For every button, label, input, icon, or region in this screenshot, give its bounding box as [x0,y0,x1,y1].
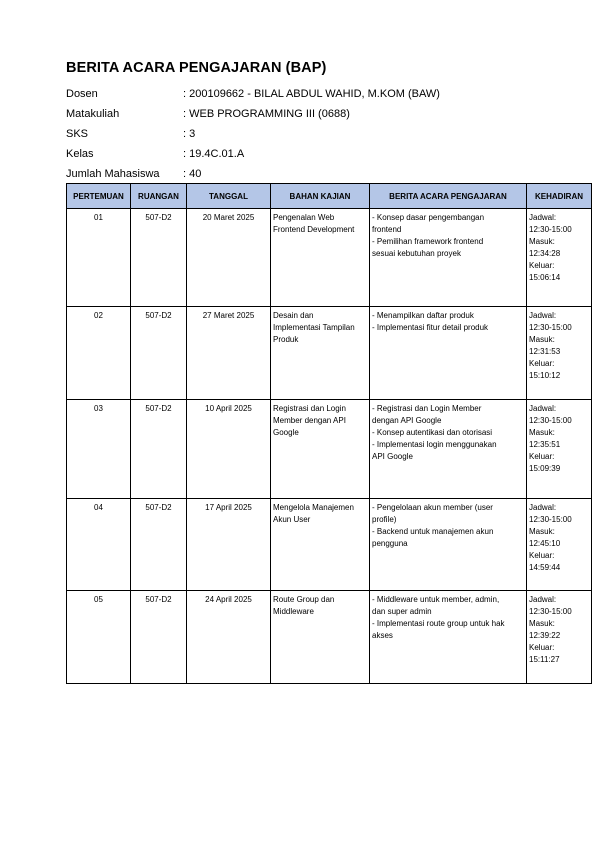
meta-value: : WEB PROGRAMMING III (0688) [183,108,350,120]
cell-bahan-kajian-line: Member dengan API [273,416,346,425]
cell-bahan-kajian-line: Implementasi Tampilan [273,323,355,332]
document-meta [66,84,586,184]
cell-pertemuan [67,400,131,499]
cell-berita-acara-line: profile) [372,515,397,524]
cell-ruangan-text: 507-D2 [145,311,172,320]
cell-pertemuan-text: 02 [94,311,103,320]
cell-berita-acara-line: - Pengelolaan akun member (user [372,503,493,512]
cell-bahan-kajian [271,307,370,400]
cell-berita-acara-line: pengguna [372,539,408,548]
meta-label: SKS [66,128,89,140]
cell-berita-acara-line: - Konsep dasar pengembangan [372,213,485,222]
cell-tanggal-text: 10 April 2025 [205,404,252,413]
cell-kehadiran-line: 12:30-15:00 [529,323,572,332]
cell-berita-acara [370,400,527,499]
cell-kehadiran [527,591,592,684]
cell-kehadiran-line: Jadwal: [529,503,557,512]
meta-label: Dosen [66,88,98,100]
cell-kehadiran-line: 12:30-15:00 [529,416,572,425]
cell-bahan-kajian [271,400,370,499]
header-kehadiran: KEHADIRAN [527,184,592,209]
table-row [67,499,592,591]
cell-pertemuan-text: 04 [94,503,103,512]
cell-kehadiran-line: 14:59:44 [529,563,561,572]
cell-bahan-kajian-line: Frontend Development [273,225,355,234]
cell-tanggal-text: 20 Maret 2025 [202,213,255,222]
cell-kehadiran-line: Jadwal: [529,595,557,604]
cell-berita-acara-line: frontend [372,225,402,234]
cell-berita-acara-line: - Middleware untuk member, admin, [372,595,500,604]
cell-kehadiran-line: Keluar: [529,452,555,461]
cell-pertemuan [67,307,131,400]
cell-ruangan [131,209,187,307]
cell-berita-acara-line: - Menampilkan daftar produk [372,311,474,320]
cell-kehadiran-line: 12:34:28 [529,249,561,258]
cell-kehadiran [527,400,592,499]
table-row [67,591,592,684]
cell-tanggal [187,209,271,307]
meta-value: : 40 [183,168,202,180]
cell-kehadiran-line: 12:30-15:00 [529,515,572,524]
cell-berita-acara-line: API Google [372,452,413,461]
cell-ruangan [131,400,187,499]
cell-berita-acara-line: dengan API Google [372,416,442,425]
cell-kehadiran [527,209,592,307]
header-tanggal: TANGGAL [187,184,271,209]
cell-berita-acara-line: dan super admin [372,607,432,616]
cell-berita-acara [370,499,527,591]
cell-ruangan-text: 507-D2 [145,503,172,512]
cell-kehadiran-line: 15:11:27 [529,655,560,664]
cell-kehadiran-line: 15:06:14 [529,273,561,282]
cell-pertemuan [67,209,131,307]
cell-bahan-kajian [271,499,370,591]
header-bahan-kajian: BAHAN KAJIAN [271,184,370,209]
cell-berita-acara [370,209,527,307]
cell-kehadiran-line: Keluar: [529,643,555,652]
table-row [67,400,592,499]
cell-kehadiran-line: 15:10:12 [529,371,561,380]
cell-berita-acara-line: - Backend untuk manajemen akun [372,527,494,536]
cell-berita-acara-line: sesuai kebutuhan proyek [372,249,461,258]
meta-row [66,104,586,124]
cell-berita-acara [370,591,527,684]
meta-label: Kelas [66,148,94,160]
cell-ruangan-text: 507-D2 [145,595,172,604]
meta-value: : 19.4C.01.A [183,148,245,160]
cell-kehadiran-line: 12:39:22 [529,631,561,640]
cell-berita-acara-line: - Registrasi dan Login Member [372,404,482,413]
cell-pertemuan-text: 03 [94,404,103,413]
page-title: BERITA ACARA PENGAJARAN (BAP) [66,60,327,76]
cell-bahan-kajian-line: Pengenalan Web [273,213,335,222]
cell-ruangan-text: 507-D2 [145,213,172,222]
cell-kehadiran-line: 12:31:53 [529,347,561,356]
cell-pertemuan-text: 01 [94,213,103,222]
cell-tanggal [187,400,271,499]
meta-row [66,124,586,144]
cell-bahan-kajian-line: Akun User [273,515,311,524]
cell-bahan-kajian-line: Registrasi dan Login [273,404,346,413]
cell-kehadiran-line: 12:45:10 [529,539,561,548]
cell-tanggal [187,307,271,400]
table-header-row [67,184,592,209]
cell-berita-acara-line: - Pemilihan framework frontend [372,237,484,246]
cell-kehadiran-line: 12:35:51 [529,440,561,449]
cell-berita-acara [370,307,527,400]
cell-berita-acara-line: - Implementasi route group untuk hak [372,619,505,628]
cell-kehadiran-line: Keluar: [529,261,555,270]
header-ruangan: RUANGAN [131,184,187,209]
cell-kehadiran-line: Masuk: [529,335,555,344]
cell-bahan-kajian [271,591,370,684]
cell-kehadiran-line: Keluar: [529,551,555,560]
cell-kehadiran-line: Masuk: [529,237,555,246]
cell-berita-acara-line: - Implementasi login menggunakan [372,440,497,449]
cell-kehadiran-line: 12:30-15:00 [529,225,572,234]
cell-tanggal-text: 27 Maret 2025 [202,311,255,320]
cell-berita-acara-line: - Implementasi fitur detail produk [372,323,489,332]
meta-value: : 200109662 - BILAL ABDUL WAHID, M.KOM (BAW) [183,88,440,100]
cell-kehadiran-line: Masuk: [529,619,555,628]
meta-row [66,84,586,104]
cell-bahan-kajian-line: Route Group dan [273,595,335,604]
cell-ruangan [131,307,187,400]
cell-berita-acara-line: - Konsep autentikasi dan otorisasi [372,428,493,437]
header-berita-acara: BERITA ACARA PENGAJARAN [370,184,527,209]
cell-bahan-kajian-line: Mengelola Manajemen [273,503,354,512]
cell-kehadiran-line: Masuk: [529,428,555,437]
cell-tanggal-text: 17 April 2025 [205,503,252,512]
cell-ruangan [131,499,187,591]
cell-bahan-kajian-line: Produk [273,335,299,344]
cell-pertemuan [67,499,131,591]
cell-kehadiran-line: Keluar: [529,359,555,368]
cell-kehadiran [527,499,592,591]
cell-kehadiran-line: Jadwal: [529,311,557,320]
meta-row [66,144,586,164]
cell-ruangan-text: 507-D2 [145,404,172,413]
cell-tanggal [187,499,271,591]
cell-bahan-kajian-line: Desain dan [273,311,314,320]
cell-bahan-kajian-line: Middleware [273,607,314,616]
cell-berita-acara-line: akses [372,631,393,640]
cell-bahan-kajian-line: Google [273,428,299,437]
meta-label: Jumlah Mahasiswa [66,168,160,180]
cell-kehadiran-line: 15:09:39 [529,464,561,473]
cell-pertemuan [67,591,131,684]
cell-kehadiran-line: 12:30-15:00 [529,607,572,616]
table-row [67,307,592,400]
cell-kehadiran-line: Masuk: [529,527,555,536]
cell-ruangan [131,591,187,684]
meta-row [66,164,586,184]
meta-label: Matakuliah [66,108,120,120]
cell-tanggal [187,591,271,684]
cell-kehadiran-line: Jadwal: [529,213,557,222]
cell-pertemuan-text: 05 [94,595,103,604]
bap-table [66,183,592,684]
meta-value: : 3 [183,128,196,140]
table-row [67,209,592,307]
cell-tanggal-text: 24 April 2025 [205,595,252,604]
cell-kehadiran-line: Jadwal: [529,404,557,413]
cell-bahan-kajian [271,209,370,307]
header-pertemuan: PERTEMUAN [67,184,131,209]
cell-kehadiran [527,307,592,400]
